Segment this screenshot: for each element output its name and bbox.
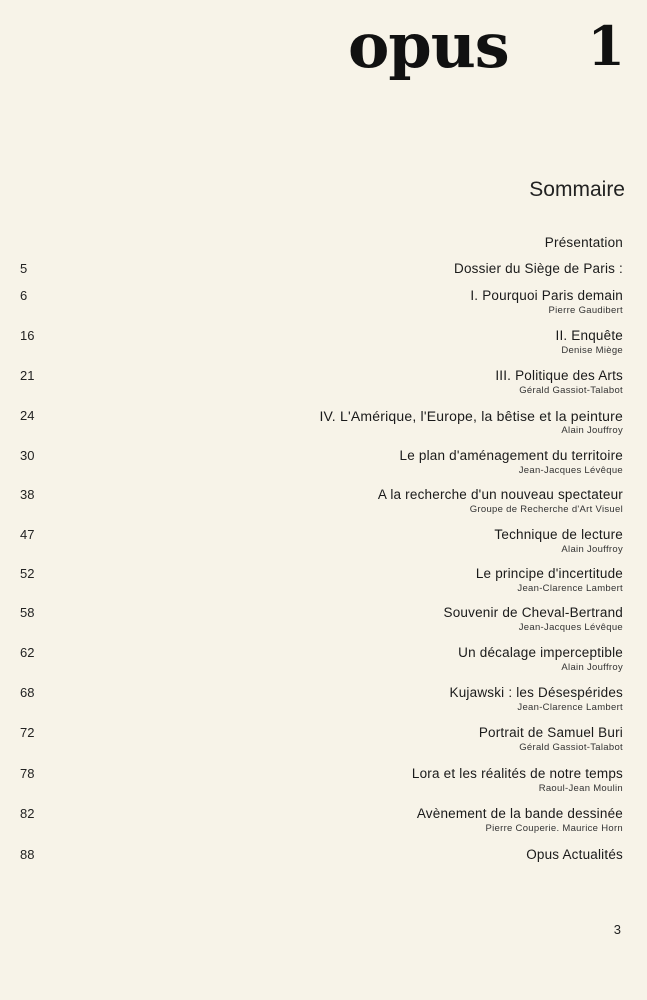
toc-author: Jean-Jacques Lévêque: [518, 465, 623, 476]
toc-title: Opus Actualités: [526, 847, 623, 862]
toc-title: Présentation: [544, 235, 623, 250]
issue-number: 1: [587, 14, 625, 78]
toc-title: Kujawski : les Désespérides: [449, 685, 623, 700]
toc-author: Denise Miège: [561, 345, 623, 356]
toc-page-number: 47: [20, 527, 35, 542]
toc-title: A la recherche d'un nouveau spectateur: [377, 487, 623, 502]
toc-title: II. Enquête: [555, 328, 623, 343]
toc-page-number: 5: [20, 261, 28, 276]
toc-title: IV. L'Amérique, l'Europe, la bêtise et la peinture: [319, 408, 623, 424]
toc-page-number: 68: [20, 685, 35, 700]
toc-title: III. Politique des Arts: [495, 368, 623, 383]
toc-author: Jean-Clarence Lambert: [517, 583, 623, 594]
toc-page-number: 16: [20, 328, 35, 343]
toc-page-number: 24: [20, 408, 35, 423]
page-title: Sommaire: [529, 178, 625, 201]
toc-title: Lora et les réalités de notre temps: [411, 766, 623, 781]
toc-page-number: 6: [20, 288, 28, 303]
toc-title: Le plan d'aménagement du territoire: [399, 448, 623, 463]
toc-page-number: 52: [20, 566, 35, 581]
magazine-logo: opus: [348, 9, 509, 82]
masthead: [0, 9, 647, 82]
toc-page-number: 72: [20, 725, 35, 740]
toc-title: Le principe d'incertitude: [475, 566, 623, 581]
toc-page-number: 78: [20, 766, 35, 781]
toc-author: Pierre Couperie. Maurice Horn: [485, 823, 623, 834]
toc-title: Un décalage imperceptible: [458, 645, 623, 660]
toc-page-number: 21: [20, 368, 35, 383]
toc-author: Gérald Gassiot-Talabot: [519, 742, 623, 753]
toc-page-number: 30: [20, 448, 35, 463]
toc-author: Groupe de Recherche d'Art Visuel: [469, 504, 623, 515]
toc-page-number: 88: [20, 847, 35, 862]
toc-title: Avènement de la bande dessinée: [416, 806, 623, 821]
toc-title: Technique de lecture: [494, 527, 623, 542]
toc-page-number: 38: [20, 487, 35, 502]
toc-page-number: 62: [20, 645, 35, 660]
toc-author: Jean-Jacques Lévêque: [518, 622, 623, 633]
toc-author: Alain Jouffroy: [561, 544, 623, 555]
page-number: 3: [613, 922, 621, 937]
toc-author: Raoul-Jean Moulin: [538, 783, 623, 794]
toc-title: Souvenir de Cheval-Bertrand: [443, 605, 623, 620]
toc-author: Alain Jouffroy: [561, 662, 623, 673]
toc-author: Pierre Gaudibert: [548, 305, 623, 316]
toc-title: I. Pourquoi Paris demain: [470, 288, 623, 303]
toc-author: Alain Jouffroy: [561, 425, 623, 436]
toc-page-number: 82: [20, 806, 35, 821]
toc-page-number: 58: [20, 605, 35, 620]
toc-author: Jean-Clarence Lambert: [517, 702, 623, 713]
toc-title: Dossier du Siège de Paris :: [454, 261, 623, 276]
toc-author: Gérald Gassiot-Talabot: [519, 385, 623, 396]
toc-title: Portrait de Samuel Buri: [478, 725, 623, 740]
